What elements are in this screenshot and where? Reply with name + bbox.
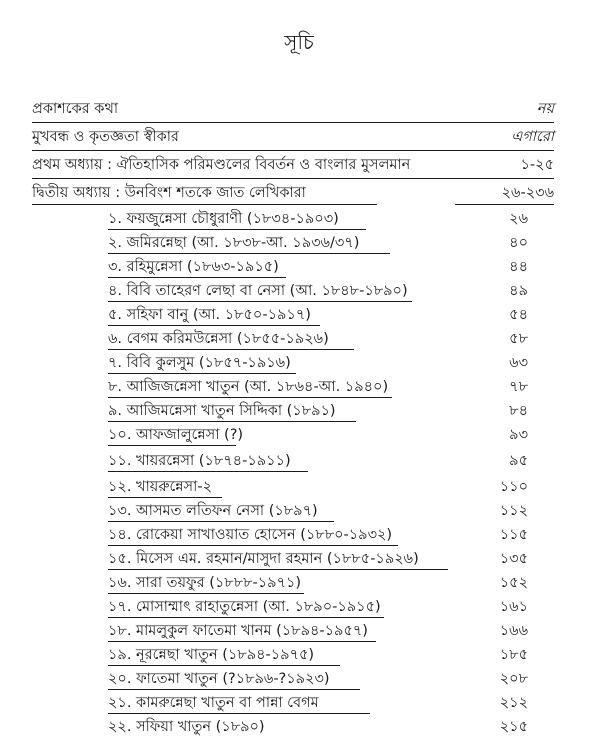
entry-page: ২১৫ xyxy=(499,719,528,735)
entry-label: ১৫. মিসেস এম. রহমান/মাসুদা রহমান (১৮৮৫-১৯২৬) xyxy=(108,551,419,567)
entry-page: নয় xyxy=(536,101,554,117)
entry-label: মুখবন্ধ ও কৃতজ্ঞতা স্বীকার xyxy=(32,129,179,145)
entry-label: ১৪. রোকেয়া সাখাওয়াত হোসেন (১৮৮০-১৯৩২) xyxy=(108,527,393,543)
entry-page: ১৩৫ xyxy=(499,551,528,567)
entry-page: ১৬৬ xyxy=(499,623,528,639)
front-matter-publisher xyxy=(32,98,554,120)
entry-page: ১৬১ xyxy=(499,599,528,615)
entry-underline xyxy=(108,665,340,666)
list-item xyxy=(108,400,528,422)
divider xyxy=(32,150,554,151)
page-title: সূচি xyxy=(284,30,314,54)
chapter-2 xyxy=(32,182,554,204)
entry-page: এগারো xyxy=(511,129,554,145)
chapter-label: দ্বিতীয় অধ্যায় : উনবিংশ শতকে জাত লেখিকারা xyxy=(32,185,306,201)
entry-page: ৪৯ xyxy=(509,283,528,299)
entry-page: ৯৩ xyxy=(509,427,528,443)
list-item xyxy=(108,424,528,446)
list-item xyxy=(108,716,528,738)
entry-page: ৪৪ xyxy=(509,259,528,275)
chapter-underline xyxy=(455,204,554,205)
entry-underline xyxy=(108,349,354,350)
list-item xyxy=(108,280,528,302)
chapter-pages: ২৬-২৩৬ xyxy=(501,185,554,201)
entry-page: ২৬ xyxy=(509,211,528,227)
entry-page: ১১৫ xyxy=(499,527,528,543)
chapter-underline xyxy=(32,204,377,205)
list-item xyxy=(108,232,528,254)
entry-label: ৯. আজিমন্নেসা খাতুন সিদ্দিকা (১৮৯১) xyxy=(108,403,336,419)
entry-label: ৫. সহিফা বানু (আ. ১৮৫০-১৯১৭) xyxy=(108,307,311,323)
entry-underline xyxy=(108,569,448,570)
entry-underline xyxy=(108,229,366,230)
entry-label: ১৬. সারা তয়ফুর (১৮৮৮-১৯৭১) xyxy=(108,575,302,591)
entry-page: ১৮৫ xyxy=(499,647,528,663)
chapter-pages: ১-২৫ xyxy=(520,157,554,173)
entry-underline xyxy=(108,397,392,398)
entry-page: ১১০ xyxy=(499,479,528,495)
entry-underline xyxy=(108,277,286,278)
entry-underline xyxy=(108,301,412,302)
entry-page: ৮৪ xyxy=(509,403,528,419)
entry-label: ২১. কামরুন্নেছা খাতুন বা পান্না বেগম xyxy=(108,695,319,711)
list-item xyxy=(108,692,528,714)
list-item xyxy=(108,352,528,374)
entry-label: ৬. বেগম করিমউন্নেসা (১৮৫৫-১৯২৬) xyxy=(108,331,329,347)
list-item xyxy=(108,644,528,666)
list-item xyxy=(108,596,528,618)
list-item xyxy=(108,450,528,472)
entry-underline xyxy=(108,253,390,254)
list-item xyxy=(108,328,528,350)
entry-label: ১৩. আসমত লতিফন নেসা (১৮৯৭) xyxy=(108,503,318,519)
entry-underline xyxy=(108,325,320,326)
list-item xyxy=(108,304,528,326)
entry-label: ১. ফয়জুন্নেসা চৌধুরাণী (১৮৩৪-১৯০৩) xyxy=(108,211,339,227)
entry-label: ৪. বিবি তাহেরণ লেছা বা নেসা (আ. ১৮৪৮-১৮৯০) xyxy=(108,283,408,299)
entry-label: ৭. বিবি কুলসুম (১৮৫৭-১৯১৬) xyxy=(108,355,291,371)
entry-underline xyxy=(108,471,308,472)
front-matter-preface xyxy=(32,126,554,148)
list-item xyxy=(108,668,528,690)
entry-underline xyxy=(108,713,370,714)
entry-label: ২. জমিরন্নেছা (আ. ১৮৩৮-আ. ১৯৩৬/৩৭) xyxy=(108,235,360,251)
list-item xyxy=(108,208,528,230)
entry-label: ১০. আফজালুন্নেসা (?) xyxy=(108,427,244,443)
entry-page: ৬৩ xyxy=(509,355,528,371)
entry-label: প্রকাশকের কথা xyxy=(32,101,119,117)
entry-label: ১২. খায়রুন্নেসা-২ xyxy=(108,479,212,495)
entry-page: ৪০ xyxy=(509,235,528,251)
chapter-label: প্রথম অধ্যায় : ঐতিহাসিক পরিমণ্ডলের বিবর্তন ও বাংলার মুসলমান xyxy=(32,157,411,173)
divider xyxy=(32,178,554,179)
entry-underline xyxy=(108,421,356,422)
list-item xyxy=(108,620,528,642)
list-item xyxy=(108,500,528,522)
entry-label: ২২. সফিয়া খাতুন (১৮৯০) xyxy=(108,719,265,735)
entry-page: ১১২ xyxy=(499,503,528,519)
entry-label: ১৯. নূরন্নেছা খাতুন (১৮৯৪-১৯৭৫) xyxy=(108,647,315,663)
divider xyxy=(32,122,554,123)
entry-underline xyxy=(108,617,384,618)
entry-page: ৭৮ xyxy=(509,379,528,395)
list-item xyxy=(108,572,528,594)
entry-underline xyxy=(108,689,360,690)
entry-underline xyxy=(108,545,398,546)
entry-label: ১৮. মামলুকুল ফাতেমা খানম (১৮৯৪-১৯৫৭) xyxy=(108,623,368,639)
entry-underline xyxy=(108,497,222,498)
entry-page: ৯৫ xyxy=(509,453,528,469)
entry-underline xyxy=(108,445,236,446)
list-item xyxy=(108,524,528,546)
entry-page: ১৫২ xyxy=(499,575,528,591)
list-item xyxy=(108,256,528,278)
entry-label: ৮. আজিজন্নেসা খাতুন (আ. ১৮৬৪-আ. ১৯৪০) xyxy=(108,379,389,395)
entry-underline xyxy=(108,641,376,642)
entry-underline xyxy=(108,521,334,522)
list-item xyxy=(108,476,528,498)
entry-label: ১৭. মোসাম্মাৎ রাহাতুন্নেসা (আ. ১৮৯০-১৯১৫) xyxy=(108,599,381,615)
list-item xyxy=(108,548,528,570)
entry-label: ৩. রহিমুন্নেসা (১৮৬৩-১৯১৫) xyxy=(108,259,279,275)
chapter-1 xyxy=(32,154,554,176)
entry-page: ৫৮ xyxy=(509,331,528,347)
entry-underline xyxy=(108,373,296,374)
entry-page: ২০৮ xyxy=(499,671,528,687)
entry-underline xyxy=(108,593,304,594)
list-item xyxy=(108,376,528,398)
entry-label: ১১. খায়রন্নেসা (১৮৭৪-১৯১১) xyxy=(108,453,291,469)
entry-label: ২০. ফাতেমা খাতুন (?১৮৯৬-?১৯২৩) xyxy=(108,671,330,687)
entry-page: ৫৪ xyxy=(509,307,528,323)
entry-page: ২১২ xyxy=(499,695,528,711)
